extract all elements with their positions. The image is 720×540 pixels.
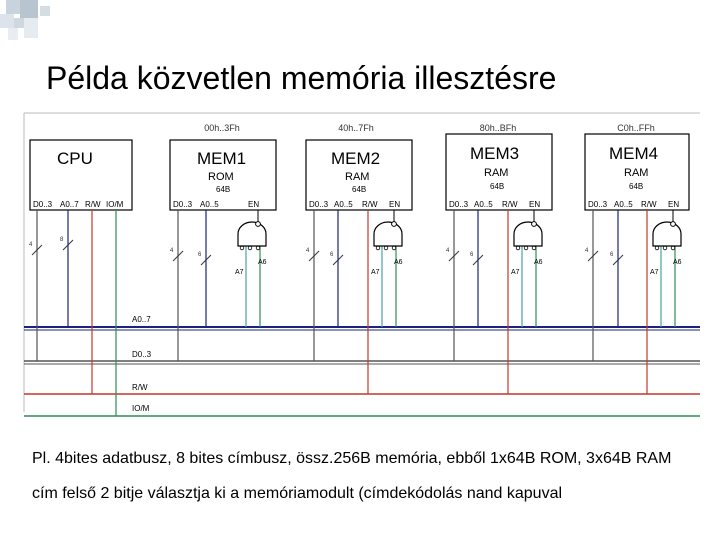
mem4-data-width-label: 4 [585,248,589,254]
mem3-data-width-label: 4 [446,248,450,254]
pin-label: EN [248,200,260,209]
bus-label-data: D0..3 [132,350,152,359]
pin-label: R/W [641,200,657,209]
wires [29,210,675,416]
mem3-gate-pin [524,246,528,250]
mem3-gate-pin [516,246,520,250]
mem4-nand-bubble [671,222,676,227]
memory-name: MEM1 [197,149,247,168]
pin-label: D0..3 [33,200,53,209]
memory-block-mem1 [170,140,276,210]
pin-label: D0..3 [173,200,193,209]
mem2-gate-pin [376,246,380,250]
mem1-gate-pin [240,246,244,250]
memory-name: MEM3 [470,144,520,163]
mem4-nand-gate [653,222,681,246]
pin-label: A0..5 [474,200,493,209]
memory-block-mem3 [446,134,552,210]
mem3-a7-label: A7 [511,269,520,276]
mem2-a6-label: A6 [394,259,403,266]
mem1-a6-label: A6 [258,259,267,266]
pin-label: R/W [85,200,101,209]
bus-label-iom: IO/M [132,404,150,413]
mem4-address-width-label: 6 [610,252,614,258]
address-range-label: 00h..3Fh [204,123,240,133]
mem1-nand-bubble [256,222,261,227]
memory-name: MEM4 [609,144,659,163]
cpu-address-width-label: 8 [60,237,64,243]
memory-size: 64B [490,182,505,191]
mem4-gate-pin [655,246,659,250]
mem2-gate-pin [392,246,396,250]
mem2-nand-bubble [392,222,397,227]
bus-label-address: A0..7 [132,315,151,324]
pin-label: A0..5 [614,200,633,209]
mem4-a7-label: A7 [650,269,659,276]
pin-label: EN [668,200,680,209]
mem1-data-width-label: 4 [170,248,174,254]
pin-label: D0..3 [449,200,469,209]
memory-name: MEM2 [331,149,381,168]
caption-line: cím felső 2 bitje választja ki a memóriamodult (címdekódolás nand kapuval [32,485,563,502]
mem2-gate-pin [384,246,388,250]
mem3-a6-label: A6 [534,259,543,266]
memory-size: 64B [352,185,367,194]
pin-label: R/W [362,200,378,209]
mem3-address-width-label: 6 [470,252,474,258]
caption-line: Pl. 4bites adatbusz, 8 bites címbusz, össz.256B memória, ebből 1x64B ROM, 3x64B RAM [32,450,672,467]
mem2-data-width-label: 4 [306,248,310,254]
bus-lines [24,327,700,416]
memory-size: 64B [629,182,644,191]
mem3-nand-bubble [532,222,537,227]
cpu-label: CPU [57,149,93,168]
pin-label: D0..3 [309,200,329,209]
mem1-gate-pin [248,246,252,250]
slide-title: Példa közvetlen memória illesztésre [46,60,557,96]
memory-block-mem4 [585,134,689,210]
mem4-a6-label: A6 [673,259,682,266]
pin-label: D0..3 [588,200,608,209]
pin-label: A0..5 [334,200,353,209]
mem2-a7-label: A7 [371,269,380,276]
address-range-label: 40h..7Fh [338,123,374,133]
pin-label: A0..7 [60,200,79,209]
pin-label: EN [389,200,401,209]
memory-type: RAM [345,171,370,183]
mem4-gate-pin [671,246,675,250]
mem1-nand-gate [238,222,266,246]
cpu-block [30,140,132,210]
caption [32,448,716,518]
pin-label: A0..5 [200,200,219,209]
mem1-a7-label: A7 [235,269,244,276]
pin-label: R/W [502,200,518,209]
memory-type: RAM [624,167,649,179]
mem2-address-width-label: 6 [330,252,334,258]
bus-label-rw: R/W [132,383,148,392]
address-range-label: 80h..BFh [479,123,517,133]
mem3-gate-pin [532,246,536,250]
memory-type: ROM [208,171,234,183]
memory-block-mem2 [306,140,412,210]
mem2-nand-gate [374,222,402,246]
mem1-address-width-label: 6 [198,252,202,258]
nand-gates [235,210,682,276]
cpu-data-width-label: 4 [29,242,33,248]
memory-size: 64B [216,185,231,194]
pin-label: IO/M [106,200,124,209]
memory-type: RAM [484,167,509,179]
mem4-gate-pin [663,246,667,250]
memory-interface-diagram [0,110,720,422]
mem3-nand-gate [514,222,542,246]
pin-label: EN [529,200,541,209]
address-range-label: C0h..FFh [617,123,655,133]
mem1-gate-pin [256,246,260,250]
